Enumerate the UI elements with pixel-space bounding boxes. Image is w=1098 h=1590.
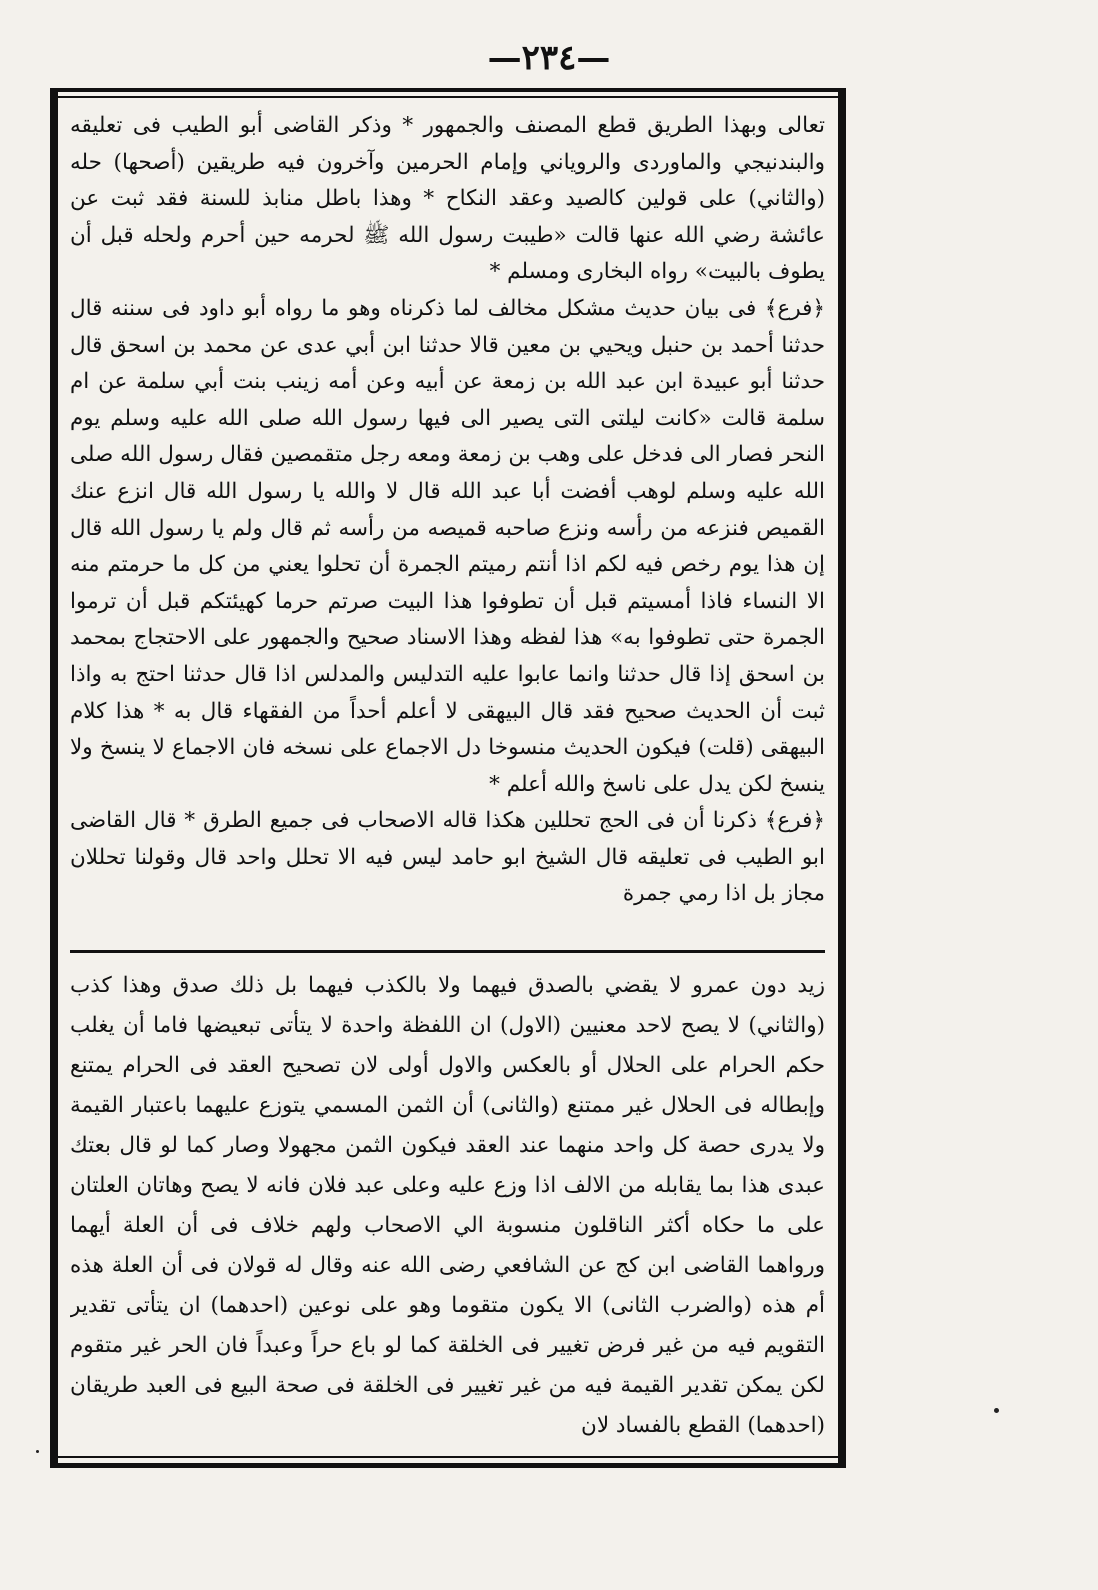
main-text <box>70 108 825 936</box>
main-paragraph-1: تعالى وبهذا الطريق قطع المصنف والجمهور * وذكر القاضى أبو الطيب فى تعليقه والبندنيجي والماوردى والروياني وإمام الحرمين وآخرون فيه طريقين (أصحها) حله (والثاني) على قولين كالصيد وعقد النكاح * وهذا باطل منابذ للسنة فقد ثبت عن عائشة رضي الله عنها قالت «طيبت رسول الله ﷺ لحرمه حين أحرم ولحله قبل أن يطوف بالبيت» رواه البخارى ومسلم * <box>70 113 825 285</box>
top-rule <box>50 88 846 98</box>
main-paragraph-3: ﴿فرع﴾ ذكرنا أن فى الحج تحللين هكذا قاله الاصحاب فى جميع الطرق * قال القاضى ابو الطيب فى تعليقه قال الشيخ ابو حامد ليس فيه الا تحلل واحد قال وقولنا تحللان مجاز بل اذا رمي جمرة <box>70 808 825 907</box>
scan-speck <box>36 1450 39 1453</box>
footnote-text <box>70 966 825 1450</box>
page-number: —٢٣٤— <box>487 38 611 78</box>
main-paragraph-2: ﴿فرع﴾ فى بيان حديث مشكل مخالف لما ذكرناه وهو ما رواه أبو داود فى سننه قال حدثنا أحمد بن حنبل ويحيي بن معين قالا حدثنا ابن أبي عدى عن محمد بن اسحق قال حدثنا أبو عبيدة ابن عبد الله بن زمعة عن أبيه وعن أمه زينب بنت أبي سلمة عن ام سلمة قالت «كانت ليلتى التى يصير الى فيها رسول الله صلى الله عليه وسلم يوم النحر فصار الى فدخل على وهب بن زمعة ومعه رجل متقمصين فقال رسول الله صلى الله عليه وسلم لوهب أفضت أبا عبد الله قال لا والله يا رسول الله قال انزع عنك القميص فنزعه من رأسه ونزع صاحبه قميصه من رأسه ثم قال ولم يا رسول الله قال إن هذا يوم رخص فيه لكم اذا أنتم رميتم الجمرة أن تحلوا يعني من كل ما حرمتم منه الا النساء فاذا أمسيتم قبل أن تطوفوا هذا البيت صرتم حرما كهيئتكم قبل أن ترموا الجمرة حتى تطوفوا به» هذا لفظه وهذا الاسناد صحيح والجمهور على الاحتجاج بمحمد بن اسحق إذا قال حدثنا وانما عابوا عليه التدليس والمدلس اذا قال حدثنا احتج به واذا ثبت أن الحديث صحيح فقد قال البيهقى لا أعلم أحداً من الفقهاء قال به * هذا كلام البيهقى (قلت) فيكون الحديث منسوخا دل الاجماع على نسخه فان الاجماع لا ينسخ ولا ينسخ لكن يدل على ناسخ والله أعلم * <box>70 295 825 797</box>
footnote-paragraph: زيد دون عمرو لا يقضي بالصدق فيهما ولا بالكذب فيهما بل ذلك صدق وهذا كذب (والثاني) لا يصح لاحد معنيين (الاول) ان اللفظة واحدة لا يتأتى تبعيضها فاما أن يغلب حكم الحرام على الحلال أو بالعكس والاول أولى لان تصحيح العقد فى الحرام يمتنع وإبطاله فى الحلال غير ممتنع (والثانى) أن الثمن المسمي يتوزع عليهما باعتبار القيمة ولا يدرى حصة كل واحد منهما عند العقد فيكون الثمن مجهولا وصار كما لو قال بعتك عبدى هذا بما يقابله من الالف اذا وزع عليه وعلى عبد فلان فانه لا يصح وهاتان العلتان على ما حكاه أكثر الناقلون منسوبة الي الاصحاب ولهم خلاف فى أن العلة أيهما ورواهما القاضى ابن كج عن الشافعي رضى الله عنه وقال له قولان فى أن العلة هذه أم هذه (والضرب الثانى) الا يكون متقوما وهو على نوعين (احدهما) ان يتأتى تقدير التقويم فيه من غير فرض تغيير فى الخلقة كما لو باع حراً وعبداً فان الحر غير متقوم لكن يمكن تقدير القيمة فيه من غير تغيير فى الخلقة فى صحة البيع فى العبد طريقان (احدهما) القطع بالفساد لان <box>70 973 825 1438</box>
footnote-divider <box>70 950 825 953</box>
bottom-rule <box>50 1456 846 1468</box>
scan-speck <box>994 1408 999 1413</box>
